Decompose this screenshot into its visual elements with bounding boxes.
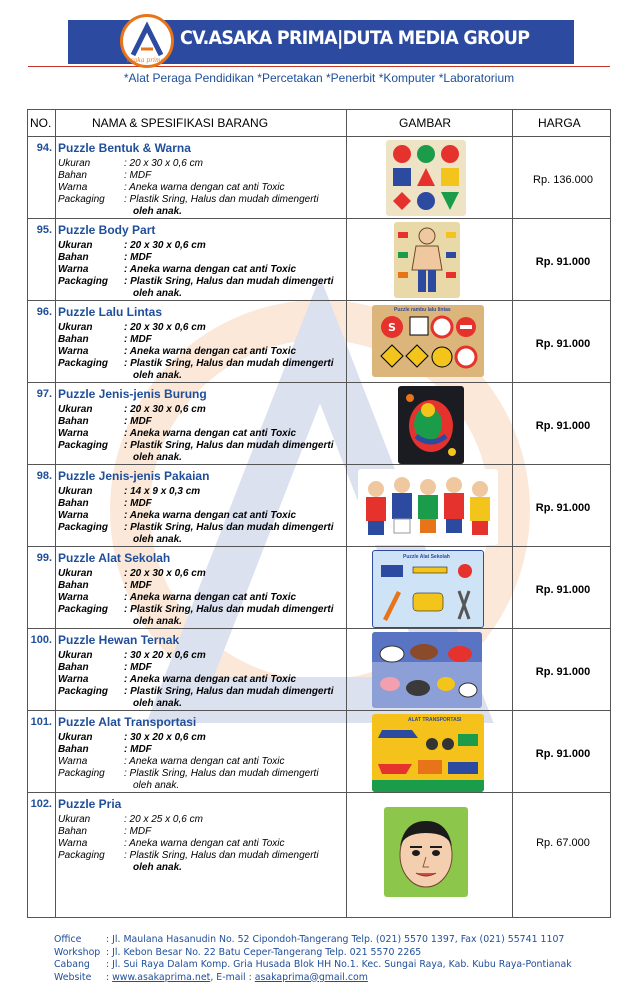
row-number: 100. — [30, 634, 52, 646]
product-image — [384, 807, 468, 897]
product-price: Rp. 91.000 — [535, 748, 591, 760]
table-row — [28, 465, 610, 547]
logo-a-icon — [127, 21, 167, 61]
spec-label: Ukuran — [58, 732, 93, 743]
product-name: Puzzle Jenis-jenis Pakaian — [58, 469, 210, 483]
spec-bahan: : MDF — [124, 580, 152, 591]
spec-label: Packaging — [58, 440, 109, 451]
spec-packaging: : Plastik Sring, Halus dan mudah dimengerti — [124, 686, 334, 697]
product-price: Rp. 91.000 — [535, 420, 591, 432]
spec-ukuran: : 30 x 20 x 0,6 cm — [124, 650, 206, 661]
spec-warna: : Aneka warna dengan cat anti Toxic — [124, 182, 285, 193]
table-row — [28, 383, 610, 465]
product-name: Puzzle Bentuk & Warna — [58, 141, 191, 155]
spec-label: Packaging — [58, 686, 109, 697]
spec-label: Packaging — [58, 276, 109, 287]
spec-packaging: : Plastik Sring, Halus dan mudah dimengerti — [124, 850, 319, 861]
spec-warna: : Aneka warna dengan cat anti Toxic — [124, 264, 297, 275]
product-image — [358, 469, 498, 545]
spec-packaging: : Plastik Sring, Halus dan mudah dimengerti — [124, 194, 319, 205]
tagline: *Alat Peraga Pendidikan *Percetakan *Penerbit *Komputer *Laboratorium — [123, 71, 515, 85]
product-image — [398, 386, 464, 464]
spec-label: Bahan — [58, 416, 89, 427]
spec-warna: : Aneka warna dengan cat anti Toxic — [124, 510, 297, 521]
spec-label: Packaging — [58, 850, 105, 861]
traffic-signs-puzzle-icon — [372, 305, 484, 377]
spec-label: Warna — [58, 838, 88, 849]
spec-label: Warna — [58, 264, 89, 275]
spec-label: Warna — [58, 674, 89, 685]
spec-label: Packaging — [58, 358, 109, 369]
row-number: 97. — [36, 388, 52, 400]
spec-bahan: : MDF — [124, 170, 152, 181]
row-number: 94. — [36, 142, 52, 154]
spec-warna: : Aneka warna dengan cat anti Toxic — [124, 592, 297, 603]
spec-packaging-cont: oleh anak. — [133, 534, 182, 545]
footer-label: Website — [54, 971, 92, 983]
branch-address: : Jl. Sui Raya Dalam Komp. Gria Husada Blok HH No.1. Kec. Sungai Raya, Kab. Kubu Raya-Pontianak — [106, 959, 572, 970]
table-row — [28, 793, 610, 919]
spec-label: Packaging — [58, 522, 109, 533]
row-number: 95. — [36, 224, 52, 236]
row-number: 101. — [30, 716, 52, 728]
product-price: Rp. 91.000 — [535, 256, 591, 268]
spec-bahan: : MDF — [124, 662, 152, 673]
spec-packaging-cont: oleh anak. — [133, 370, 182, 381]
spec-ukuran: : 20 x 30 x 0,6 cm — [124, 568, 206, 579]
header-name: NAMA & SPESIFIKASI BARANG — [92, 116, 269, 130]
product-image — [386, 140, 466, 216]
website-link[interactable]: www.asakaprima.net — [112, 971, 211, 983]
shapes-puzzle-icon — [386, 140, 466, 216]
table-row — [28, 301, 610, 383]
table-row — [28, 219, 610, 301]
spec-packaging-cont: oleh anak. — [133, 616, 182, 627]
table-row — [28, 629, 610, 711]
spec-label: Ukuran — [58, 650, 93, 661]
row-number: 99. — [36, 552, 52, 564]
spec-label: Warna — [58, 346, 89, 357]
spec-label: Bahan — [58, 334, 89, 345]
body-part-puzzle-icon — [394, 222, 460, 298]
website-prefix: : — [106, 971, 113, 983]
product-price: Rp. 91.000 — [535, 584, 591, 596]
spec-label: Ukuran — [58, 322, 93, 333]
product-table — [27, 109, 611, 918]
product-name: Puzzle Alat Sekolah — [58, 551, 171, 565]
office-address: : Jl. Maulana Hasanudin No. 52 Cipondoh-Tangerang Telp. (021) 5570 1397, Fax (021) 55741 1107 — [106, 934, 565, 945]
spec-packaging-cont: oleh anak. — [133, 206, 182, 217]
spec-ukuran: : 14 x 9 x 0,3 cm — [124, 486, 201, 497]
spec-label: Ukuran — [58, 814, 91, 825]
product-image — [372, 632, 482, 708]
spec-packaging-cont: oleh anak. — [133, 452, 182, 463]
table-row — [28, 547, 610, 629]
footer-label: Workshop — [54, 946, 101, 958]
image-caption: Puzzle rambu lalu lintas — [394, 307, 451, 313]
spec-ukuran: : 20 x 30 x 0,6 cm — [124, 404, 206, 415]
spec-packaging: : Plastik Sring, Halus dan mudah dimengerti — [124, 522, 334, 533]
spec-packaging: : Plastik Sring, Halus dan mudah dimengerti — [124, 768, 319, 779]
product-name: Puzzle Alat Transportasi — [58, 715, 197, 729]
spec-warna: : Aneka warna dengan cat anti Toxic — [124, 838, 285, 849]
workshop-address: : Jl. Kebon Besar No. 22 Batu Ceper-Tangerang Telp. 021 5570 2265 — [106, 946, 422, 958]
spec-label: Warna — [58, 182, 88, 193]
spec-label: Ukuran — [58, 404, 93, 415]
product-image — [372, 550, 484, 628]
spec-bahan: : MDF — [124, 416, 152, 427]
spec-warna: : Aneka warna dengan cat anti Toxic — [124, 756, 285, 767]
product-price: Rp. 91.000 — [535, 502, 591, 514]
product-name: Puzzle Hewan Ternak — [58, 633, 180, 647]
row-number: 98. — [36, 470, 52, 482]
spec-warna: : Aneka warna dengan cat anti Toxic — [124, 674, 297, 685]
logo-subtext: asaka prima — [127, 57, 165, 64]
spec-label: Bahan — [58, 826, 87, 837]
spec-label: Packaging — [58, 194, 105, 205]
table-header — [28, 110, 610, 137]
product-image — [372, 714, 484, 792]
spec-label: Warna — [58, 592, 89, 603]
spec-label: Warna — [58, 428, 89, 439]
spec-label: Warna — [58, 510, 89, 521]
spec-packaging: : Plastik Sring, Halus dan mudah dimengerti — [124, 440, 334, 451]
product-price: Rp. 91.000 — [535, 338, 591, 350]
spec-label: Bahan — [58, 580, 89, 591]
email-prefix: , E-mail : — [210, 971, 255, 983]
svg-text:S: S — [388, 321, 396, 334]
spec-warna: : Aneka warna dengan cat anti Toxic — [124, 346, 297, 357]
product-name: Puzzle Jenis-jenis Burung — [58, 387, 207, 401]
school-tools-puzzle-icon — [373, 551, 484, 628]
spec-warna: : Aneka warna dengan cat anti Toxic — [124, 428, 297, 439]
product-price: Rp. 67.000 — [536, 837, 590, 849]
transport-puzzle-icon — [372, 714, 484, 792]
spec-ukuran: : 30 x 20 x 0,6 cm — [124, 732, 206, 743]
footer-label: Cabang — [54, 959, 90, 970]
spec-label: Warna — [58, 756, 88, 767]
spec-packaging: : Plastik Sring, Halus dan mudah dimengerti — [124, 604, 334, 615]
product-price: Rp. 136.000 — [533, 174, 593, 186]
clothing-figures-icon — [358, 469, 498, 545]
spec-label: Ukuran — [58, 240, 93, 251]
spec-bahan: : MDF — [124, 744, 152, 755]
spec-bahan: : MDF — [124, 252, 152, 263]
spec-packaging: : Plastik Sring, Halus dan mudah dimengerti — [124, 358, 334, 369]
spec-packaging-cont: oleh anak. — [133, 862, 182, 873]
spec-label: Bahan — [58, 662, 89, 673]
image-caption: ALAT TRANSPORTASI — [408, 717, 462, 723]
header-divider — [28, 66, 610, 67]
table-row — [28, 137, 610, 219]
spec-label: Ukuran — [58, 486, 93, 497]
email-link[interactable]: asakaprima@gmail.com — [254, 971, 368, 983]
spec-label: Packaging — [58, 604, 109, 615]
company-name: CV.ASAKA PRIMA|DUTA MEDIA GROUP — [180, 27, 530, 49]
product-image — [372, 305, 484, 377]
spec-ukuran: : 20 x 25 x 0,6 cm — [124, 814, 203, 825]
row-number: 102. — [30, 798, 52, 810]
spec-label: Ukuran — [58, 158, 91, 169]
spec-ukuran: : 20 x 30 x 0,6 cm — [124, 322, 206, 333]
spec-bahan: : MDF — [124, 826, 152, 837]
farm-animals-puzzle-icon — [372, 632, 482, 708]
spec-bahan: : MDF — [124, 334, 152, 345]
product-name: Puzzle Body Part — [58, 223, 156, 237]
table-row — [28, 711, 610, 793]
spec-ukuran: : 20 x 30 x 0,6 cm — [124, 240, 206, 251]
header-no: NO. — [30, 116, 52, 130]
spec-label: Bahan — [58, 170, 87, 181]
row-number: 96. — [36, 306, 52, 318]
spec-label: Bahan — [58, 498, 89, 509]
header-price: HARGA — [538, 116, 581, 130]
product-price: Rp. 91.000 — [535, 666, 591, 678]
spec-ukuran: : 20 x 30 x 0,6 cm — [124, 158, 203, 169]
spec-packaging-cont: oleh anak. — [133, 288, 182, 299]
image-caption: Puzzle Alat Sekolah — [403, 554, 450, 560]
footer-label: Office — [54, 934, 82, 945]
spec-label: Ukuran — [58, 568, 93, 579]
product-name: Puzzle Lalu Lintas — [58, 305, 163, 319]
spec-packaging-cont: oleh anak. — [133, 698, 182, 709]
bird-puzzle-icon — [398, 386, 464, 464]
spec-label: Packaging — [58, 768, 105, 779]
product-image — [394, 222, 460, 298]
spec-label: Bahan — [58, 252, 89, 263]
product-name: Puzzle Pria — [58, 797, 122, 811]
spec-label: Bahan — [58, 744, 89, 755]
man-face-puzzle-icon — [384, 807, 468, 897]
header-image: GAMBAR — [399, 116, 452, 130]
spec-packaging: : Plastik Sring, Halus dan mudah dimengerti — [124, 276, 334, 287]
spec-packaging-cont: oleh anak. — [133, 780, 180, 791]
spec-bahan: : MDF — [124, 498, 152, 509]
